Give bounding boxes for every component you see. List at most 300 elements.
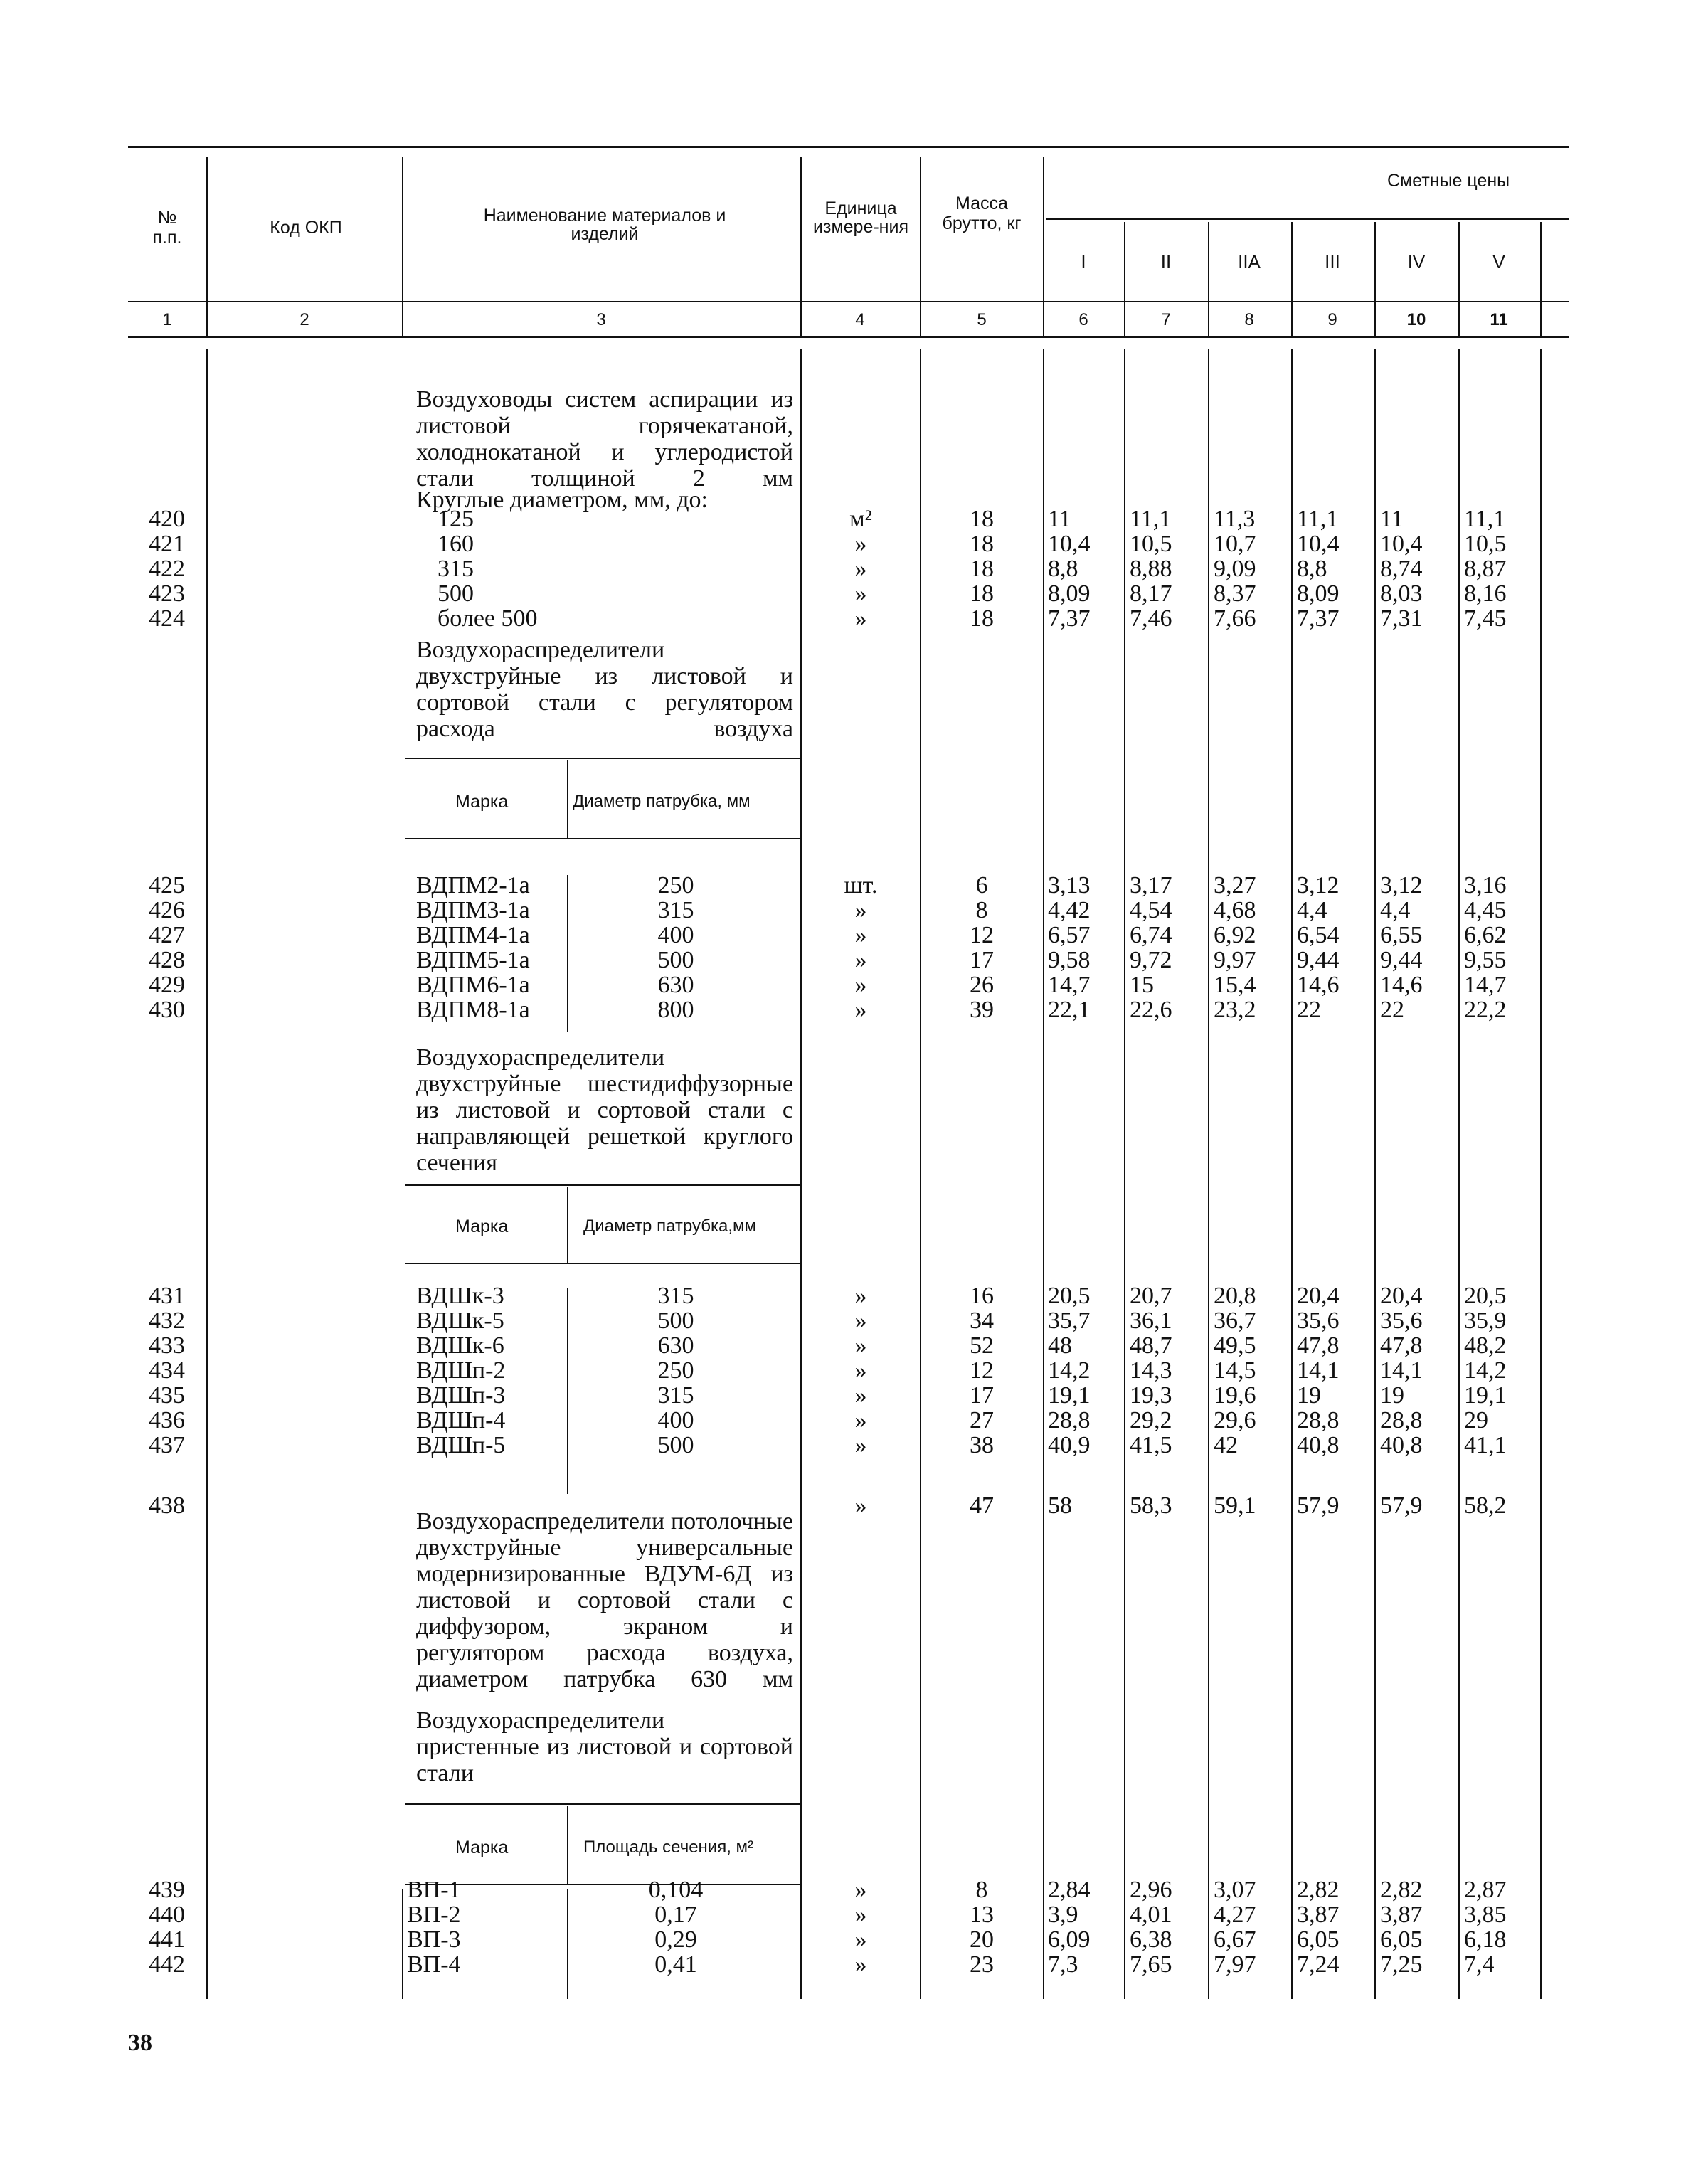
row-number: 440: [149, 1902, 185, 1928]
price-value: 40,8: [1380, 1432, 1423, 1458]
mass: 17: [970, 1382, 994, 1409]
item-parameter: 0,29: [654, 1926, 697, 1953]
price-value: 14,7: [1048, 972, 1091, 998]
item-parameter: 500: [657, 947, 694, 973]
column-number: 1: [162, 310, 172, 329]
row-number: 435: [149, 1382, 185, 1409]
row-number: 438: [149, 1493, 185, 1519]
price-value: 4,4: [1297, 897, 1327, 923]
header-mass: Масса брутто, кг: [942, 194, 1022, 233]
body-vline: [920, 349, 921, 1999]
price-value: 22,1: [1048, 997, 1091, 1023]
price-value: 35,9: [1464, 1308, 1507, 1334]
row-number: 427: [149, 922, 185, 948]
mass: 18: [970, 556, 994, 582]
item-name: ВДПМ3-1а: [416, 897, 530, 923]
item-name: ВДПМ5-1а: [416, 947, 530, 973]
row-number: 434: [149, 1357, 185, 1384]
name-vline: [402, 1889, 403, 1999]
header-rule-mid: [128, 301, 1569, 302]
header-name: Наименование материалов и изделий: [483, 206, 726, 244]
mass: 18: [970, 605, 994, 632]
header-okp: Код ОКП: [270, 218, 342, 238]
price-value: 9,72: [1130, 947, 1172, 973]
item-name: ВП-3: [407, 1926, 461, 1953]
item-parameter: 800: [657, 997, 694, 1023]
price-value: 8,88: [1130, 556, 1172, 582]
price-value: 40,8: [1297, 1432, 1340, 1458]
row-number: 442: [149, 1951, 185, 1978]
price-value: 2,82: [1297, 1877, 1340, 1903]
unit: »: [854, 1951, 867, 1978]
header-vline: [1374, 222, 1376, 336]
price-value: 8,09: [1297, 581, 1340, 607]
price-value: 6,92: [1214, 922, 1256, 948]
price-value: 3,87: [1297, 1902, 1340, 1928]
unit: шт.: [844, 872, 878, 898]
body-vline: [1043, 349, 1044, 1999]
row-number: 432: [149, 1308, 185, 1334]
header-vline: [800, 157, 802, 336]
item-name: ВДПМ4-1а: [416, 922, 530, 948]
column-number: 11: [1490, 310, 1508, 329]
subheader-param: Диаметр патрубка, мм: [573, 792, 751, 811]
row-number: 423: [149, 581, 185, 607]
subheader-vline: [567, 1187, 568, 1263]
unit: м²: [849, 506, 872, 532]
mass: 20: [970, 1926, 994, 1953]
item-parameter: 630: [657, 1332, 694, 1359]
unit: »: [854, 1407, 867, 1433]
section-title: Воздухораспределители двухструйные шестидиффузорные из листовой и сортовой стали с направляющей решеткой круглого сечения: [416, 1044, 793, 1176]
price-value: 7,66: [1214, 605, 1256, 632]
row-number: 437: [149, 1432, 185, 1458]
price-value: 57,9: [1297, 1493, 1340, 1519]
header-vline: [920, 157, 921, 336]
param-vline: [567, 875, 568, 1032]
header-rule-prices: [1046, 218, 1569, 220]
unit: »: [854, 897, 867, 923]
unit: »: [854, 997, 867, 1023]
price-value: 42: [1214, 1432, 1238, 1458]
price-value: 4,54: [1130, 897, 1172, 923]
row-number: 420: [149, 506, 185, 532]
mass: 18: [970, 506, 994, 532]
price-value: 8,74: [1380, 556, 1423, 582]
price-value: 8,09: [1048, 581, 1091, 607]
price-value: 59,1: [1214, 1493, 1256, 1519]
price-col-head: I: [1081, 251, 1086, 272]
price-value: 7,37: [1297, 605, 1340, 632]
item-parameter: 315: [657, 1283, 694, 1309]
mass: 47: [970, 1493, 994, 1519]
price-value: 3,9: [1048, 1902, 1078, 1928]
price-value: 14,7: [1464, 972, 1507, 998]
row-number: 439: [149, 1877, 185, 1903]
price-value: 10,4: [1048, 531, 1091, 557]
price-value: 2,82: [1380, 1877, 1423, 1903]
price-value: 4,45: [1464, 897, 1507, 923]
price-value: 19,6: [1214, 1382, 1256, 1409]
price-value: 2,84: [1048, 1877, 1091, 1903]
item-name: ВДШп-4: [416, 1407, 506, 1433]
price-value: 29,2: [1130, 1407, 1172, 1433]
price-value: 9,09: [1214, 556, 1256, 582]
unit: »: [854, 1432, 867, 1458]
price-value: 9,44: [1380, 947, 1423, 973]
price-value: 7,37: [1048, 605, 1091, 632]
item-name: ВДПМ2-1а: [416, 872, 530, 898]
price-value: 48: [1048, 1332, 1072, 1359]
unit: »: [854, 605, 867, 632]
column-number: 4: [855, 310, 865, 329]
price-value: 3,13: [1048, 872, 1091, 898]
price-value: 6,18: [1464, 1926, 1507, 1953]
price-value: 35,6: [1297, 1308, 1340, 1334]
item-name: ВП-1: [407, 1877, 461, 1903]
body-vline: [1291, 349, 1293, 1999]
item-parameter: 0,41: [654, 1951, 697, 1978]
unit: »: [854, 1926, 867, 1953]
price-value: 8,8: [1048, 556, 1078, 582]
price-value: 29: [1464, 1407, 1488, 1433]
price-value: 7,4: [1464, 1951, 1495, 1978]
column-number: 8: [1244, 310, 1254, 329]
price-value: 15,4: [1214, 972, 1256, 998]
price-value: 40,9: [1048, 1432, 1091, 1458]
row-number: 441: [149, 1926, 185, 1953]
price-value: 3,27: [1214, 872, 1256, 898]
unit: »: [854, 531, 867, 557]
body-vline: [1124, 349, 1125, 1999]
price-value: 14,1: [1297, 1357, 1340, 1384]
price-value: 23,2: [1214, 997, 1256, 1023]
top-rule: [128, 146, 1569, 148]
price-value: 19: [1380, 1382, 1404, 1409]
price-value: 6,62: [1464, 922, 1507, 948]
item-name: 160: [438, 531, 474, 557]
mass: 8: [975, 897, 988, 923]
unit: »: [854, 972, 867, 998]
price-value: 22,6: [1130, 997, 1172, 1023]
mass: 26: [970, 972, 994, 998]
price-value: 11,3: [1214, 506, 1256, 532]
price-value: 4,42: [1048, 897, 1091, 923]
price-value: 28,8: [1048, 1407, 1091, 1433]
param-vline: [567, 1288, 568, 1494]
mass: 6: [975, 872, 988, 898]
price-value: 19,1: [1464, 1382, 1507, 1409]
price-value: 19,1: [1048, 1382, 1091, 1409]
price-value: 8,8: [1297, 556, 1327, 582]
price-value: 3,07: [1214, 1877, 1256, 1903]
item-name: ВДШк-3: [416, 1283, 504, 1309]
item-name: ВП-4: [407, 1951, 461, 1978]
subheader-mark: Марка: [455, 1838, 509, 1857]
item-name: ВДШп-3: [416, 1382, 506, 1409]
item-name: ВП-2: [407, 1902, 461, 1928]
unit: »: [854, 1382, 867, 1409]
price-value: 4,01: [1130, 1902, 1172, 1928]
price-value: 48,2: [1464, 1332, 1507, 1359]
price-value: 20,4: [1380, 1283, 1423, 1309]
price-value: 7,31: [1380, 605, 1423, 632]
price-value: 14,2: [1048, 1357, 1091, 1384]
mass: 17: [970, 947, 994, 973]
price-value: 6,55: [1380, 922, 1423, 948]
unit: »: [854, 1283, 867, 1309]
subheader-rule: [405, 838, 800, 839]
mass: 34: [970, 1308, 994, 1334]
header-vline: [1540, 222, 1542, 336]
price-value: 11,1: [1464, 506, 1506, 532]
mass: 18: [970, 581, 994, 607]
row-number: 425: [149, 872, 185, 898]
unit: »: [854, 947, 867, 973]
column-number: 3: [596, 310, 606, 329]
section-title: Воздухораспределители пристенные из листовой и сортовой стали: [416, 1707, 793, 1786]
price-value: 47,8: [1297, 1332, 1340, 1359]
mass: 8: [975, 1877, 988, 1903]
price-value: 41,5: [1130, 1432, 1172, 1458]
price-value: 8,16: [1464, 581, 1507, 607]
item-parameter: 315: [657, 1382, 694, 1409]
price-value: 58,2: [1464, 1493, 1507, 1519]
subheader-vline: [567, 1806, 568, 1884]
unit: »: [854, 922, 867, 948]
body-vline: [1374, 349, 1376, 1999]
price-value: 8,87: [1464, 556, 1507, 582]
price-value: 11: [1048, 506, 1071, 532]
price-value: 6,05: [1380, 1926, 1423, 1953]
subheader-mark: Марка: [455, 1216, 509, 1236]
price-value: 22: [1297, 997, 1321, 1023]
price-value: 9,55: [1464, 947, 1507, 973]
item-name: 500: [438, 581, 474, 607]
column-number: 10: [1406, 310, 1426, 329]
price-value: 35,7: [1048, 1308, 1091, 1334]
price-value: 6,67: [1214, 1926, 1256, 1953]
price-value: 14,5: [1214, 1357, 1256, 1384]
column-number: 6: [1078, 310, 1088, 329]
item-parameter: 250: [657, 872, 694, 898]
column-number: 2: [299, 310, 309, 329]
row-number: 430: [149, 997, 185, 1023]
column-number: 9: [1327, 310, 1337, 329]
price-col-head: III: [1325, 251, 1340, 272]
header-rule-bottom: [128, 336, 1569, 338]
price-value: 7,24: [1297, 1951, 1340, 1978]
price-value: 9,97: [1214, 947, 1256, 973]
price-value: 6,09: [1048, 1926, 1091, 1953]
price-value: 7,3: [1048, 1951, 1078, 1978]
price-value: 28,8: [1297, 1407, 1340, 1433]
subheader-param: Площадь сечения, м²: [583, 1838, 754, 1857]
price-value: 7,25: [1380, 1951, 1423, 1978]
item-parameter: 315: [657, 897, 694, 923]
column-number: 7: [1161, 310, 1171, 329]
price-value: 6,38: [1130, 1926, 1172, 1953]
unit: »: [854, 1308, 867, 1334]
price-value: 20,8: [1214, 1283, 1256, 1309]
header-prices: Сметные цены: [1387, 171, 1510, 191]
price-value: 3,87: [1380, 1902, 1423, 1928]
row-number: 422: [149, 556, 185, 582]
mass: 52: [970, 1332, 994, 1359]
section-title: Воздуховоды систем аспирации из листовой горячекатаной, холоднокатаной и углеродистой стали толщиной 2 мм: [416, 386, 793, 492]
body-vline: [800, 349, 802, 1999]
item-name: ВДШк-6: [416, 1332, 504, 1359]
column-number: 5: [977, 310, 987, 329]
price-value: 4,68: [1214, 897, 1256, 923]
section-title: Воздухораспределители двухструйные из листовой и сортовой стали с регулятором расхода воздуха: [416, 637, 793, 742]
price-value: 3,85: [1464, 1902, 1507, 1928]
body-vline: [1458, 349, 1460, 1999]
price-value: 20,5: [1048, 1283, 1091, 1309]
price-value: 7,45: [1464, 605, 1507, 632]
price-value: 2,96: [1130, 1877, 1172, 1903]
price-value: 36,7: [1214, 1308, 1256, 1334]
price-value: 6,54: [1297, 922, 1340, 948]
unit: »: [854, 1902, 867, 1928]
header-vline: [1043, 157, 1044, 336]
item-parameter: 500: [657, 1308, 694, 1334]
price-value: 20,4: [1297, 1283, 1340, 1309]
price-col-head: IIA: [1238, 251, 1261, 272]
row-number: 428: [149, 947, 185, 973]
price-value: 14,6: [1297, 972, 1340, 998]
price-value: 58,3: [1130, 1493, 1172, 1519]
item-name: более 500: [438, 605, 538, 632]
price-value: 9,58: [1048, 947, 1091, 973]
mass: 12: [970, 1357, 994, 1384]
item-name: ВДШп-2: [416, 1357, 506, 1384]
mass: 18: [970, 531, 994, 557]
item-parameter: 630: [657, 972, 694, 998]
mass: 23: [970, 1951, 994, 1978]
price-value: 10,5: [1464, 531, 1507, 557]
price-value: 14,2: [1464, 1357, 1507, 1384]
row-number: 436: [149, 1407, 185, 1433]
row-number: 433: [149, 1332, 185, 1359]
price-value: 3,17: [1130, 872, 1172, 898]
price-value: 7,46: [1130, 605, 1172, 632]
subheader-param: Диаметр патрубка,мм: [583, 1216, 757, 1236]
price-value: 19: [1297, 1382, 1321, 1409]
price-value: 8,17: [1130, 581, 1172, 607]
header-vline: [1458, 222, 1460, 336]
price-col-head: II: [1160, 251, 1172, 272]
row-number: 426: [149, 897, 185, 923]
row-number: 421: [149, 531, 185, 557]
price-value: 3,12: [1380, 872, 1423, 898]
price-value: 4,4: [1380, 897, 1411, 923]
subheader-vline: [567, 760, 568, 838]
price-value: 10,7: [1214, 531, 1256, 557]
price-value: 4,27: [1214, 1902, 1256, 1928]
mass: 38: [970, 1432, 994, 1458]
unit: »: [854, 556, 867, 582]
price-value: 3,12: [1297, 872, 1340, 898]
price-value: 15: [1130, 972, 1154, 998]
price-value: 10,4: [1380, 531, 1423, 557]
item-name: ВДШк-5: [416, 1308, 504, 1334]
param-vline: [567, 1889, 568, 1999]
mass: 16: [970, 1283, 994, 1309]
price-value: 8,03: [1380, 581, 1423, 607]
row-number: 429: [149, 972, 185, 998]
price-value: 2,87: [1464, 1877, 1507, 1903]
price-value: 11,1: [1130, 506, 1172, 532]
mass: 39: [970, 997, 994, 1023]
mass: 13: [970, 1902, 994, 1928]
price-value: 28,8: [1380, 1407, 1423, 1433]
item-parameter: 0,17: [654, 1902, 697, 1928]
price-value: 41,1: [1464, 1432, 1507, 1458]
row-number: 431: [149, 1283, 185, 1309]
price-value: 58: [1048, 1493, 1072, 1519]
price-value: 14,1: [1380, 1357, 1423, 1384]
mass: 27: [970, 1407, 994, 1433]
section-subtitle: Круглые диаметром, мм, до:: [416, 487, 708, 513]
price-value: 3,16: [1464, 872, 1507, 898]
price-value: 8,37: [1214, 581, 1256, 607]
price-value: 14,3: [1130, 1357, 1172, 1384]
header-vline: [1124, 222, 1125, 336]
price-col-head: IV: [1407, 251, 1426, 272]
price-value: 6,74: [1130, 922, 1172, 948]
item-name: ВДПМ8-1а: [416, 997, 530, 1023]
mass: 12: [970, 922, 994, 948]
price-value: 20,7: [1130, 1283, 1172, 1309]
unit: »: [854, 1357, 867, 1384]
item-parameter: 0,104: [648, 1877, 704, 1903]
price-value: 47,8: [1380, 1332, 1423, 1359]
header-vline: [206, 157, 208, 336]
header-unit: Единица измере-ния: [813, 198, 908, 237]
subheader-rule: [405, 758, 800, 759]
unit: »: [854, 1493, 867, 1519]
price-value: 10,4: [1297, 531, 1340, 557]
item-parameter: 500: [657, 1432, 694, 1458]
page-number: 38: [128, 2030, 152, 2056]
price-value: 19,3: [1130, 1382, 1172, 1409]
price-value: 35,6: [1380, 1308, 1423, 1334]
item-name: ВДПМ6-1а: [416, 972, 530, 998]
subheader-mark: Марка: [455, 792, 509, 812]
price-value: 22,2: [1464, 997, 1507, 1023]
subheader-rule: [405, 1184, 800, 1186]
item-parameter: 400: [657, 1407, 694, 1433]
subheader-rule: [405, 1263, 800, 1264]
price-value: 57,9: [1380, 1493, 1423, 1519]
price-value: 29,6: [1214, 1407, 1256, 1433]
price-value: 49,5: [1214, 1332, 1256, 1359]
item-name: 125: [438, 506, 474, 532]
item-parameter: 250: [657, 1357, 694, 1384]
price-value: 14,6: [1380, 972, 1423, 998]
price-value: 6,05: [1297, 1926, 1340, 1953]
item-name: ВДШп-5: [416, 1432, 506, 1458]
price-value: 7,97: [1214, 1951, 1256, 1978]
item-name: 315: [438, 556, 474, 582]
price-value: 6,57: [1048, 922, 1091, 948]
header-vline: [402, 157, 403, 336]
price-value: 7,65: [1130, 1951, 1172, 1978]
body-vline: [206, 349, 208, 1999]
price-col-head: V: [1492, 251, 1505, 272]
item-parameter: 400: [657, 922, 694, 948]
